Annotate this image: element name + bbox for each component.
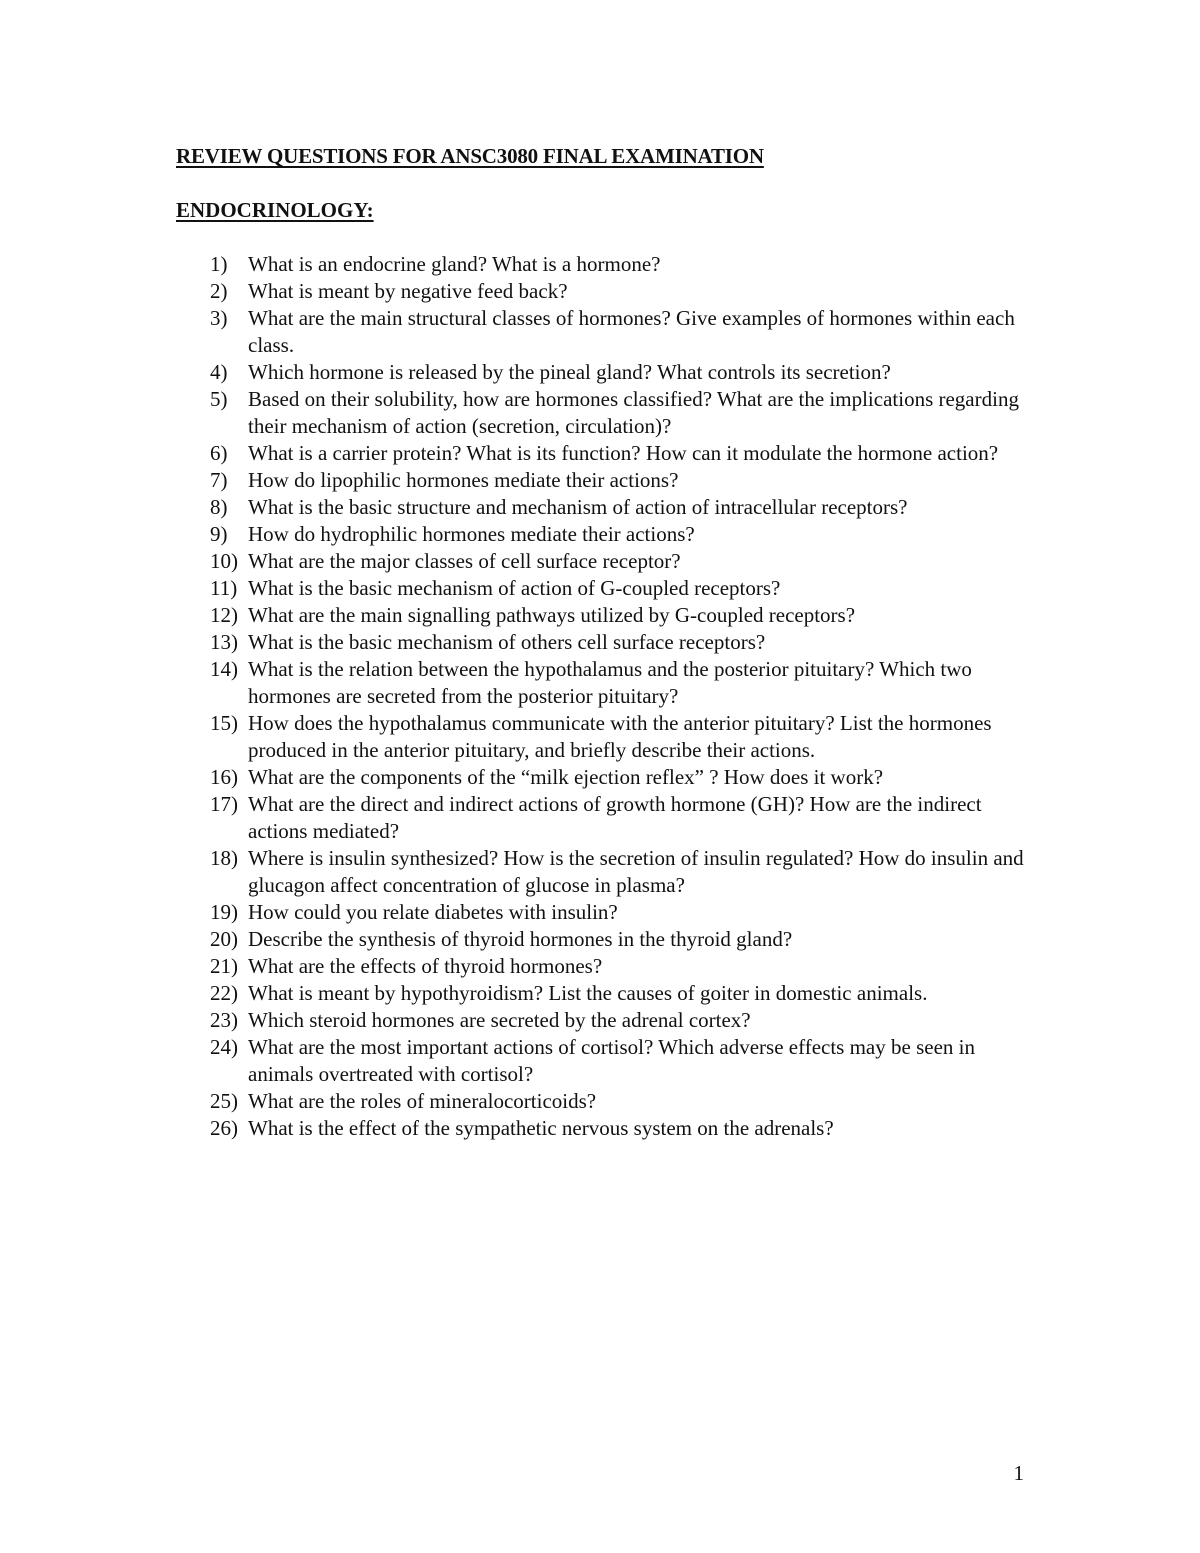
question-item (176, 1088, 1036, 1115)
question-text: What are the major classes of cell surface receptor? (248, 549, 681, 573)
question-text: Describe the synthesis of thyroid hormones in the thyroid gland? (248, 927, 793, 951)
question-text: Where is insulin synthesized? How is the secretion of insulin regulated? How do insulin and glucagon affect concentration of glucose in plasma? (248, 846, 1024, 897)
question-number: 22) (210, 981, 238, 1005)
question-number: 26) (210, 1116, 238, 1140)
section-heading: ENDOCRINOLOGY: (176, 198, 374, 222)
question-number: 15) (210, 711, 238, 735)
question-item (176, 710, 1036, 764)
question-number: 8) (210, 495, 228, 519)
question-number: 24) (210, 1035, 238, 1059)
question-text: What is the basic structure and mechanism of action of intracellular receptors? (248, 495, 908, 519)
question-number: 7) (210, 468, 228, 492)
question-text: What is meant by negative feed back? (248, 279, 568, 303)
question-item (176, 845, 1036, 899)
question-number: 19) (210, 900, 238, 924)
question-item (176, 899, 1036, 926)
question-item (176, 1034, 1036, 1088)
question-number: 5) (210, 387, 228, 411)
question-item (176, 791, 1036, 845)
question-number: 20) (210, 927, 238, 951)
question-item (176, 440, 1036, 467)
question-number: 11) (210, 576, 238, 600)
question-item (176, 926, 1036, 953)
question-text: What are the effects of thyroid hormones? (248, 954, 603, 978)
document-title: REVIEW QUESTIONS FOR ANSC3080 FINAL EXAMINATION (176, 144, 764, 168)
question-item (176, 602, 1036, 629)
question-item (176, 359, 1036, 386)
question-number: 16) (210, 765, 238, 789)
question-item (176, 629, 1036, 656)
question-item (176, 575, 1036, 602)
question-text: How do lipophilic hormones mediate their actions? (248, 468, 679, 492)
question-text: Which steroid hormones are secreted by the adrenal cortex? (248, 1008, 751, 1032)
question-number: 6) (210, 441, 228, 465)
question-number: 13) (210, 630, 238, 654)
question-number: 25) (210, 1089, 238, 1113)
question-number: 4) (210, 360, 228, 384)
question-text: What is the relation between the hypothalamus and the posterior pituitary? Which two hormones are secreted from the posterior pituitary? (248, 657, 972, 708)
question-item (176, 548, 1036, 575)
question-number: 2) (210, 279, 228, 303)
question-text: What is the basic mechanism of others cell surface receptors? (248, 630, 766, 654)
question-text: How could you relate diabetes with insulin? (248, 900, 618, 924)
question-text: How do hydrophilic hormones mediate their actions? (248, 522, 695, 546)
question-text: Based on their solubility, how are hormones classified? What are the implications regarding their mechanism of action (secretion, circulation)? (248, 387, 1019, 438)
question-number: 12) (210, 603, 238, 627)
question-item (176, 953, 1036, 980)
question-number: 23) (210, 1008, 238, 1032)
question-text: What is an endocrine gland? What is a hormone? (248, 252, 661, 276)
question-number: 10) (210, 549, 238, 573)
question-text: What is meant by hypothyroidism? List the causes of goiter in domestic animals. (248, 981, 928, 1005)
page-number: 1 (1013, 1461, 1024, 1485)
question-item (176, 251, 1036, 278)
question-text: What are the roles of mineralocorticoids? (248, 1089, 597, 1113)
question-text: What are the components of the “milk ejection reflex” ? How does it work? (248, 765, 884, 789)
question-number: 21) (210, 954, 238, 978)
question-text: What is a carrier protein? What is its function? How can it modulate the hormone action? (248, 441, 999, 465)
question-item (176, 467, 1036, 494)
question-item (176, 521, 1036, 548)
question-text: What are the direct and indirect actions of growth hormone (GH)? How are the indirect actions mediated? (248, 792, 982, 843)
question-number: 18) (210, 846, 238, 870)
question-item (176, 1115, 1036, 1142)
question-number: 14) (210, 657, 238, 681)
question-text: What is the effect of the sympathetic nervous system on the adrenals? (248, 1116, 834, 1140)
question-item (176, 980, 1036, 1007)
question-list (176, 251, 1036, 1142)
question-number: 17) (210, 792, 238, 816)
question-item (176, 386, 1036, 440)
question-text: What are the main structural classes of hormones? Give examples of hormones within each class. (248, 306, 1015, 357)
question-number: 1) (210, 252, 228, 276)
question-text: How does the hypothalamus communicate with the anterior pituitary? List the hormones produced in the anterior pituitary, and briefly describe their actions. (248, 711, 992, 762)
question-item (176, 305, 1036, 359)
question-item (176, 278, 1036, 305)
question-text: Which hormone is released by the pineal gland? What controls its secretion? (248, 360, 891, 384)
question-item (176, 656, 1036, 710)
question-number: 9) (210, 522, 228, 546)
question-item (176, 1007, 1036, 1034)
question-item (176, 764, 1036, 791)
question-number: 3) (210, 306, 228, 330)
question-text: What are the most important actions of cortisol? Which adverse effects may be seen in animals overtreated with cortisol? (248, 1035, 975, 1086)
question-text: What are the main signalling pathways utilized by G-coupled receptors? (248, 603, 856, 627)
question-text: What is the basic mechanism of action of G-coupled receptors? (248, 576, 781, 600)
question-item (176, 494, 1036, 521)
